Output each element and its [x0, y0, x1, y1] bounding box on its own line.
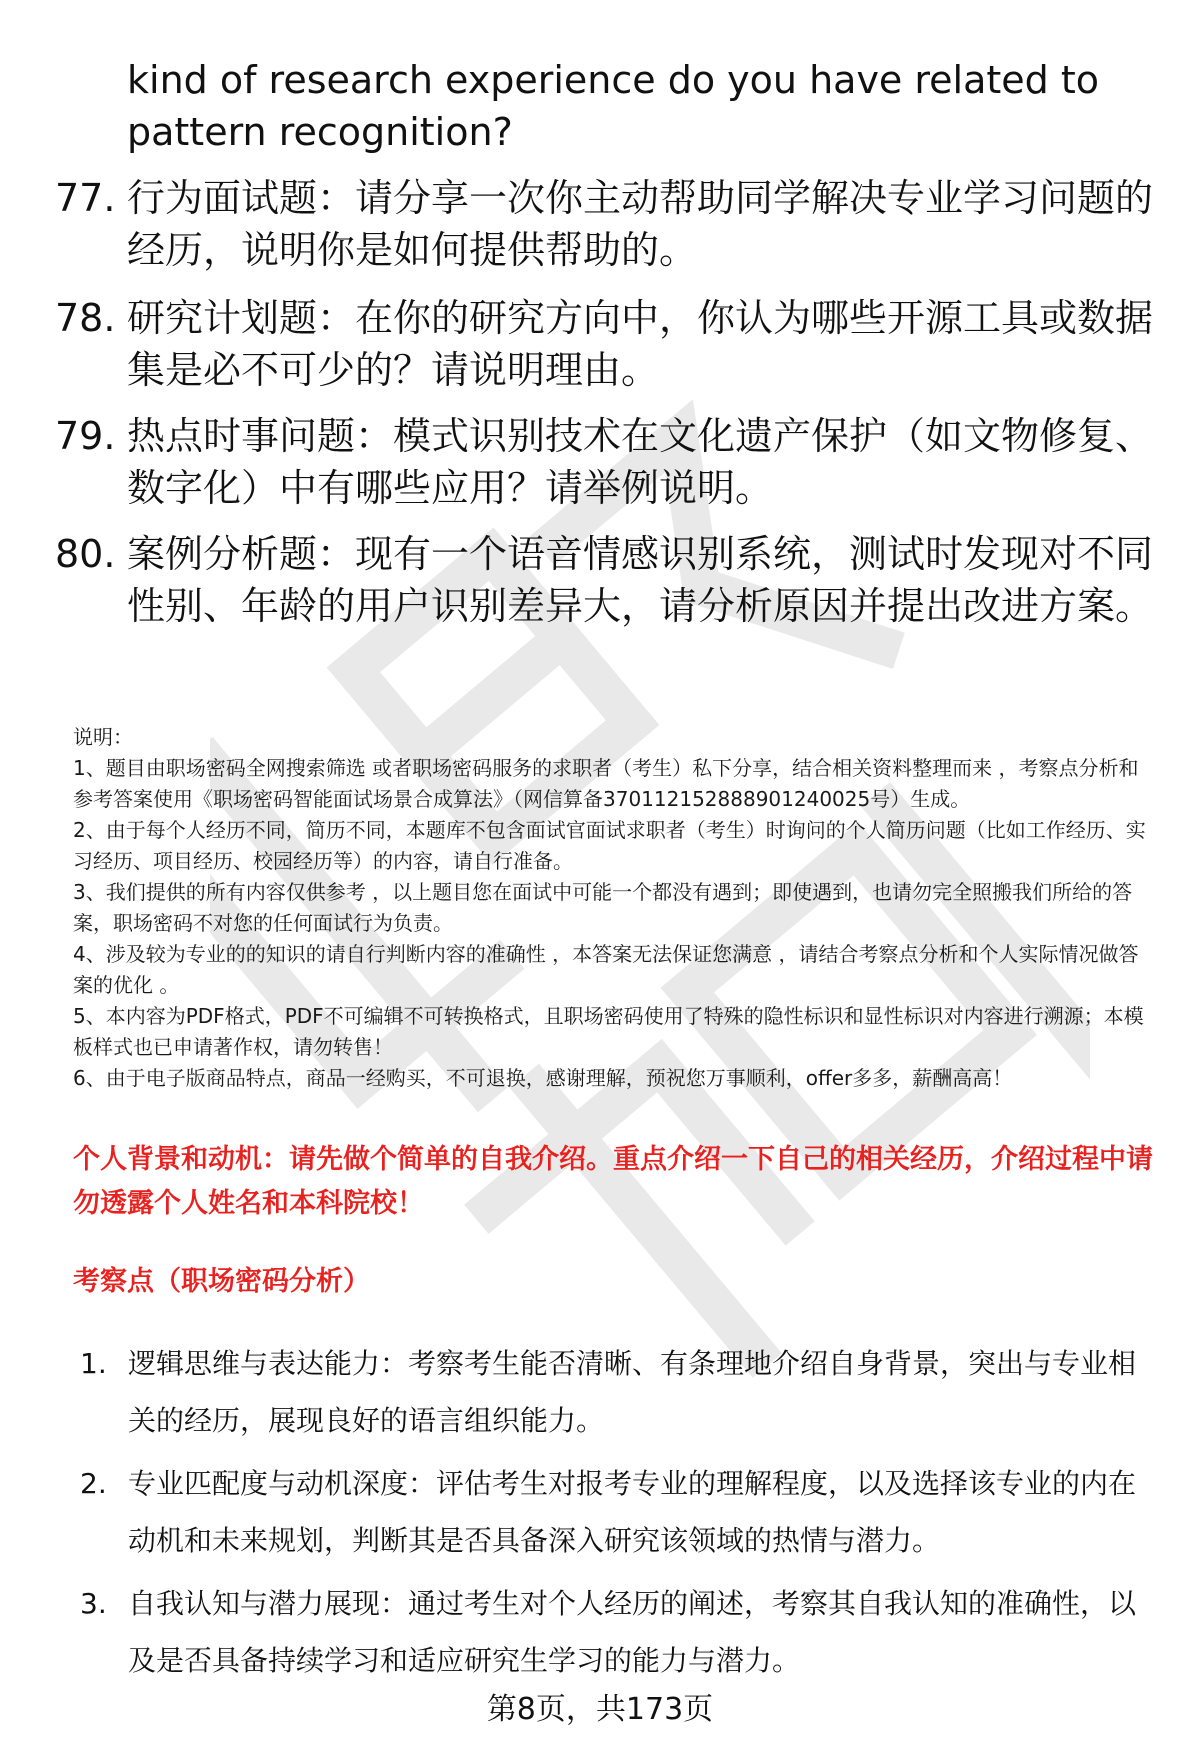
notes-block [73, 722, 1158, 1094]
question-number: 77. [55, 176, 116, 220]
analysis-text: 自我认知与潜力展现：通过考生对个人经历的阐述，考察其自我认知的准确性，以及是否具备持续学习和适应研究生学习的能力与潜力。 [128, 1587, 1137, 1677]
note-item: 5、本内容为PDF格式，PDF不可编辑不可转换格式，且职场密码使用了特殊的隐性标识和显性标识对内容进行溯源；本模板样式也已申请著作权，请勿转售！ [73, 1004, 1144, 1059]
analysis-heading: 考察点（职场密码分析） [73, 1266, 370, 1297]
note-item: 2、由于每个人经历不同，简历不同，本题库不包含面试官面试求职者（考生）时询问的个人简历问题（比如工作经历、实习经历、项目经历、校园经历等）的内容，请自行准备。 [73, 818, 1146, 873]
analysis-text: 专业匹配度与动机深度：评估考生对报考专业的理解程度，以及选择该专业的内在动机和未来规划，判断其是否具备深入研究该领域的热情与潜力。 [128, 1467, 1137, 1557]
note-item: 3、我们提供的所有内容仅供参考 ，以上题目您在面试中可能一个都没有遇到；即使遇到，也请勿完全照搬我们所给的答案，职场密码不对您的任何面试行为负责。 [73, 880, 1133, 935]
question-number: 79. [55, 414, 116, 458]
analysis-number: 1. [80, 1347, 107, 1380]
analysis-text: 逻辑思维与表达能力：考察考生能否清晰、有条理地介绍自身背景，突出与专业相关的经历，展现良好的语言组织能力。 [128, 1347, 1137, 1437]
question-text: 行为面试题：请分享一次你主动帮助同学解决专业学习问题的经历，说明你是如何提供帮助的。 [127, 176, 1154, 272]
analysis-number: 3. [80, 1587, 107, 1620]
analysis-item [80, 1455, 1160, 1569]
question-item [55, 172, 1155, 276]
question-item [55, 528, 1155, 632]
question-item [55, 292, 1155, 396]
notes-title: 说明： [73, 725, 133, 749]
note-item: 1、题目由职场密码全网搜索筛选 或者职场密码服务的求职者（考生）私下分享，结合相关资料整理而来 ，考察点分析和参考答案使用《职场密码智能面试场景合成算法》（网信算备370112152888901240025号）生成。 [73, 756, 1139, 811]
question-number: 78. [55, 296, 116, 340]
question-item [55, 410, 1155, 514]
question-text: 案例分析题：现有一个语音情感识别系统，测试时发现对不同性别、年龄的用户识别差异大，请分析原因并提出改进方案。 [127, 532, 1154, 628]
page-number: 第8页，共173页 [486, 1692, 714, 1727]
note-item: 4、涉及较为专业的的知识的请自行判断内容的准确性 ，本答案无法保证您满意 ，请结合考察点分析和个人实际情况做答案的优化 。 [73, 942, 1139, 997]
analysis-number: 2. [80, 1467, 107, 1500]
question-text: 热点时事问题：模式识别技术在文化遗产保护（如文物修复、数字化）中有哪些应用？请举例说明。 [127, 414, 1154, 510]
question-number: 80. [55, 532, 116, 576]
note-item: 6、由于电子版商品特点，商品一经购买，不可退换，感谢理解，预祝您万事顺利，offer多多，薪酬高高！ [73, 1066, 1013, 1090]
analysis-item [80, 1335, 1160, 1449]
section-heading: 个人背景和动机：请先做个简单的自我介绍。重点介绍一下自己的相关经历，介绍过程中请勿透露个人姓名和本科院校！ [73, 1144, 1153, 1219]
question-text: 研究计划题：在你的研究方向中，你认为哪些开源工具或数据集是必不可少的？请说明理由。 [127, 296, 1154, 392]
question-continuation: kind of research experience do you have related to pattern recognition? [127, 58, 1100, 154]
analysis-item [80, 1575, 1160, 1689]
